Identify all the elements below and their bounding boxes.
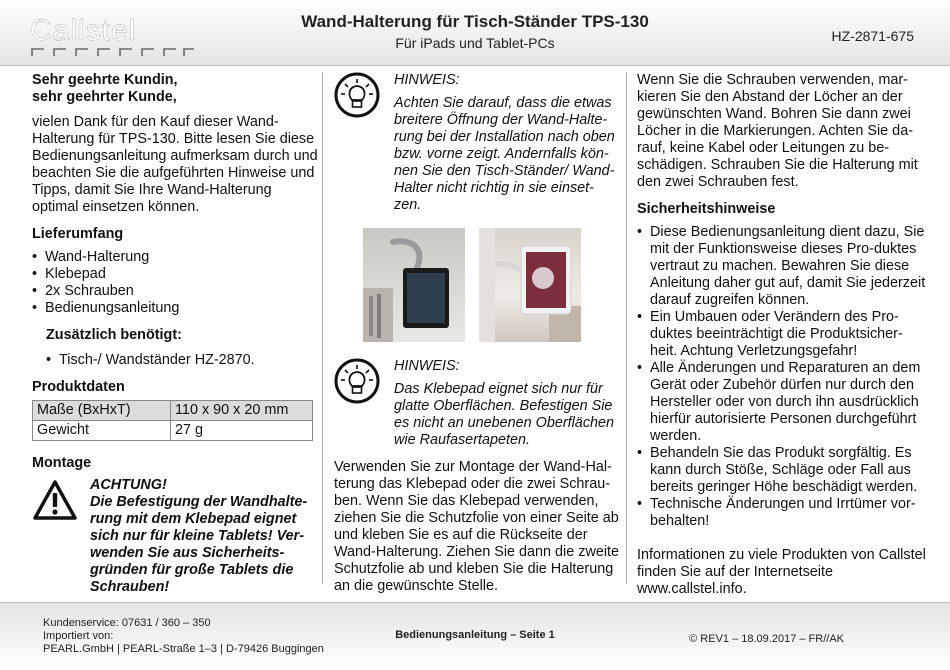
revision-info: © REV1 – 18.09.2017 – FR//AK [689,633,844,645]
article-number: HZ-2871-675 [831,28,914,44]
list-item: • Alle Änderungen und Reparaturen an dem Gerät oder Zubehör dürfen nur durch den Hersteller oder von durch ihn ausdrücklich hierfür autorisierte Personen durchgeführt werden. [637,360,927,445]
table-row [33,401,313,421]
product-photos [334,228,620,342]
table-row [33,421,313,441]
product-photo-illustration [479,228,581,342]
page-footer [0,602,950,670]
list-item: • Tisch-/ Wandständer HZ-2870. [46,352,318,369]
screws-paragraph: Wenn Sie die Schrauben verwenden, mar-kieren Sie den Abstand der Löcher an der gewünschten Wand. Bohren Sie dann zwei Löcher in die Markierungen. Achten Sie da-rauf, keine Kabel oder Leitungen zu be-schädigen. Schrauben Sie die Halterung mit den zwei Schrauben fest. [637,72,918,190]
column-right [637,72,927,598]
hint-text: Achten Sie darauf, dass die etwas breitere Öffnung der Wand-Halte-rung bei der Installation nach oben bzw. vorne zeigt. Andernfalls kön-nen Sie den Tisch-Ständer/ Wand-Halter nicht richtig in sie einset-zen. [394,95,615,213]
list-item: • Technische Änderungen und Irrtümer vor-behalten! [637,496,927,530]
list-item: • Klebepad [32,266,318,283]
mount-heading: Montage [32,455,92,471]
page-header [0,0,950,66]
hint-text: Das Klebepad eignet sich nur für glatte Oberflächen. Befestigen Sie es nicht an unebenen Oberflächen wie Raufasertapeten. [394,381,615,448]
warning-text: Die Befestigung der Wandhalte-rung mit dem Klebepad eignet sich nur für kleine Tablets! Ver-wenden Sie aus Sicherheits-gründen für große Tablets die Schrauben! [90,494,308,595]
greeting-line-2: sehr geehrter Kunde, [32,89,177,105]
warning-icon [32,479,78,521]
table-cell: Gewicht [33,421,171,441]
table-cell: Maße (BxHxT) [33,401,171,421]
list-item: • Diese Bedienungsanleitung dient dazu, Sie mit der Funktionsweise dieses Pro-duktes vertraut zu machen. Bewahren Sie diese Anleitung daher gut auf, damit Sie jederzeit darauf zugreifen können. [637,224,927,309]
importer-label: Importiert von: [43,630,114,642]
brand-logo-text: Callstel [30,14,137,47]
extra-list [46,352,318,369]
product-photo-tablet-holder [479,228,581,342]
page-number: Bedienungsanleitung – Seite 1 [395,629,555,641]
table-cell: 27 g [171,421,313,441]
hint-block [334,358,620,449]
lightbulb-icon [334,72,380,118]
greeting-line-1: Sehr geehrte Kundin, [32,72,178,88]
list-item: • Wand-Halterung [32,249,318,266]
intro-paragraph: vielen Dank für den Kauf dieser Wand-Halterung für TPS-130. Bitte lesen Sie diese Bedienungsanleitung aufmerksam durch und beachten Sie die aufgeführten Hinweise und Tipps, damit Sie Ihre Wand-Halterung optimal einsetzen können. [32,114,318,215]
importer-address: PEARL.GmbH | PEARL-Straße 1–3 | D-79426 Buggingen [43,643,324,655]
column-divider [626,72,627,584]
list-item: • 2x Schrauben [32,283,318,300]
document-title: Wand-Halterung für Tisch-Ständer TPS-130 [301,12,649,31]
product-data-heading: Produktdaten [32,379,125,395]
warning-block [32,477,318,596]
warning-title: ACHTUNG! [90,477,167,493]
safety-list [637,224,927,530]
column-middle [334,72,620,595]
product-photo-wall-mount [363,228,465,342]
column-left [32,72,318,596]
product-photo-illustration [363,228,465,342]
hint-title: HINWEIS: [394,72,460,88]
list-item: • Ein Umbauen oder Verändern des Pro-duktes beeinträchtigt die Produktsicher-heit. Achtung Verletzungsgefahr! [637,309,927,360]
mount-paragraph: Verwenden Sie zur Montage der Wand-Hal-terung das Klebepad oder die zwei Schrau-ben. Wenn Sie das Klebepad verwenden, ziehen Sie die Schutzfolie von einer Seite ab und kleben Sie es auf die Rückseite der Wand-Halterung. Ziehen Sie dann die zweite Schutzfolie ab und kleben Sie die Halterung an die gewünschte Stelle. [334,459,620,594]
document-subtitle: Für iPads und Tablet-PCs [395,35,555,51]
column-divider [322,72,323,584]
info-paragraph: Informationen zu viele Produkten von Callstel finden Sie auf der Internetseite www.callstel.info. [637,547,926,597]
lightbulb-icon [334,358,380,404]
hint-block [334,72,620,214]
product-data-table [32,400,313,441]
safety-heading: Sicherheitshinweise [637,201,776,217]
hint-title: HINWEIS: [394,358,460,374]
customer-service: Kundenservice: 07631 / 360 – 350 [43,617,211,629]
list-item: • Behandeln Sie das Produkt sorgfältig. Es kann durch Stöße, Schläge oder Fall aus bereits geringer Höhe beschädigt werden. [637,445,927,496]
table-cell: 110 x 90 x 20 mm [171,401,313,421]
list-item: • Bedienungsanleitung [32,300,318,317]
extra-heading: Zusätzlich benötigt: [46,327,182,343]
scope-heading: Lieferumfang [32,226,124,242]
scope-list [32,249,318,317]
